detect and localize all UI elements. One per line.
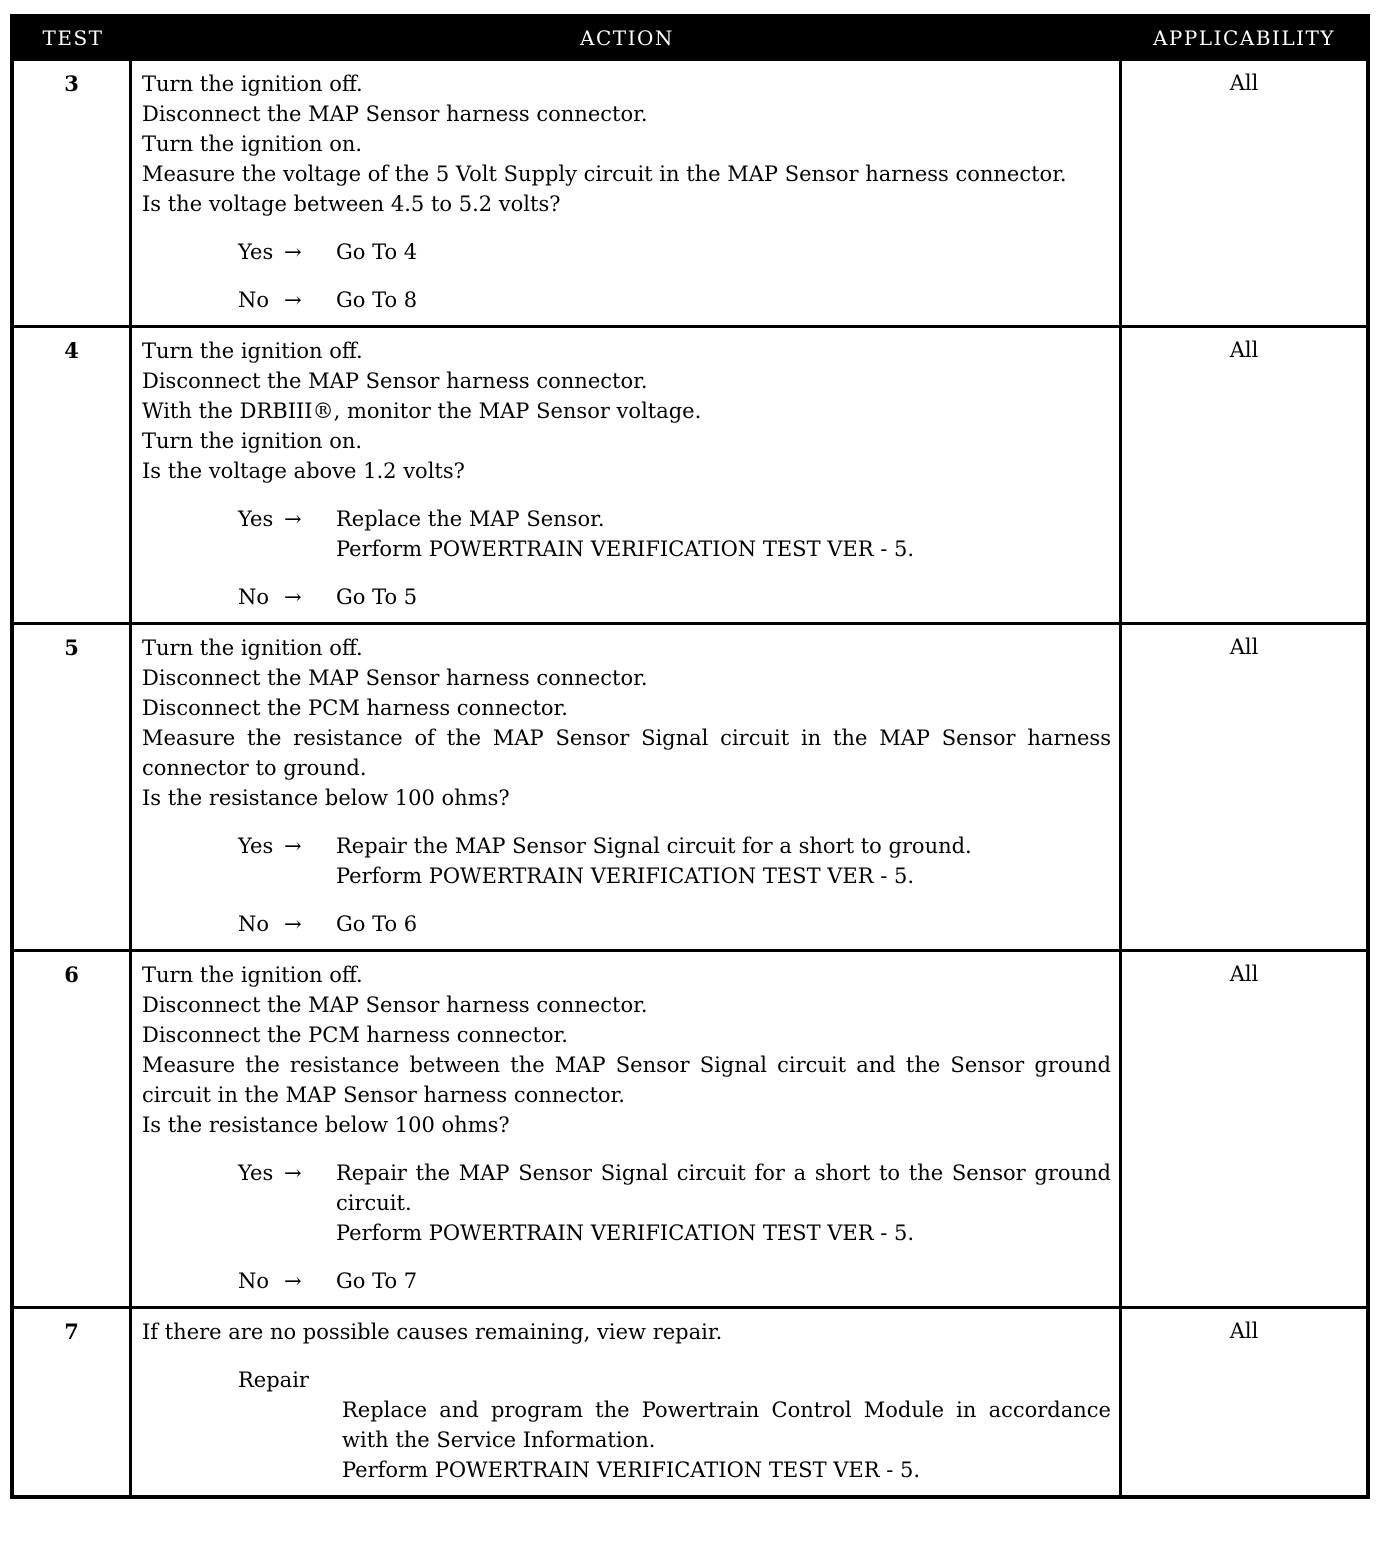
repair-body (342, 1395, 1111, 1485)
diagnostic-table (10, 14, 1370, 1499)
action-step: Disconnect the MAP Sensor harness connector. (142, 369, 648, 393)
action-step: Disconnect the MAP Sensor harness connector. (142, 102, 648, 126)
applicability-value: All (1229, 71, 1259, 95)
applicability-value: All (1229, 1319, 1259, 1343)
action-step: If there are no possible causes remaining, view repair. (142, 1320, 723, 1344)
action-step: Turn the ignition on. (142, 429, 363, 453)
repair-line: Perform POWERTRAIN VERIFICATION TEST VER - 5. (342, 1458, 921, 1482)
branch-answer: Yes (238, 834, 274, 858)
branch-result (336, 831, 1111, 891)
table-row (14, 622, 1366, 949)
branch-result (336, 504, 1111, 564)
result-line: Perform POWERTRAIN VERIFICATION TEST VER - 5. (336, 1221, 915, 1245)
branch-no (238, 582, 1111, 612)
arrow-icon: → (284, 1269, 302, 1293)
table-row (14, 1306, 1366, 1495)
arrow-icon: → (284, 912, 302, 936)
action-step: Disconnect the MAP Sensor harness connector. (142, 666, 648, 690)
branch-yes (238, 237, 1111, 267)
action-step: With the DRBIII®, monitor the MAP Sensor voltage. (142, 399, 702, 423)
result-line: Go To 5 (336, 585, 418, 609)
test-number: 3 (14, 61, 132, 325)
result-line: Go To 4 (336, 240, 418, 264)
arrow-icon: → (284, 1161, 302, 1185)
action-step: Is the resistance below 100 ohms? (142, 786, 510, 810)
action-step: Turn the ignition off. (142, 72, 363, 96)
action-cell (132, 61, 1122, 325)
test-number: 5 (14, 625, 132, 949)
table-header (14, 18, 1366, 58)
action-step: Is the voltage between 4.5 to 5.2 volts? (142, 192, 561, 216)
branch-answer: Yes (238, 240, 274, 264)
table-row (14, 58, 1366, 325)
action-cell (132, 952, 1122, 1306)
branch-answer: Yes (238, 1161, 274, 1185)
action-step: Is the voltage above 1.2 volts? (142, 459, 465, 483)
action-cell (132, 625, 1122, 949)
header-applicability: APPLICABILITY (1152, 26, 1336, 50)
branch-yes (238, 831, 1111, 891)
header-action: ACTION (580, 26, 674, 50)
branch-result (336, 237, 1111, 267)
test-number: 6 (14, 952, 132, 1306)
action-cell (132, 328, 1122, 622)
test-number: 7 (14, 1309, 132, 1495)
test-number: 4 (14, 328, 132, 622)
branch-no (238, 285, 1111, 315)
branch-result (336, 285, 1111, 315)
branch-no (238, 1266, 1111, 1296)
action-step: Disconnect the PCM harness connector. (142, 1023, 568, 1047)
branch-answer: No (238, 585, 270, 609)
result-line: Repair the MAP Sensor Signal circuit for a short to the Sensor ground circuit. (336, 1161, 1111, 1215)
branch-yes (238, 504, 1111, 564)
result-line: Go To 7 (336, 1269, 418, 1293)
result-line: Replace the MAP Sensor. (336, 507, 605, 531)
branch-result (336, 1266, 1111, 1296)
action-step: Turn the ignition on. (142, 132, 363, 156)
table-row (14, 325, 1366, 622)
branch-answer: No (238, 1269, 270, 1293)
branch-yes (238, 1158, 1111, 1248)
action-step: Disconnect the MAP Sensor harness connector. (142, 993, 648, 1017)
branch-result (336, 582, 1111, 612)
applicability-value: All (1229, 338, 1259, 362)
action-cell (132, 1309, 1122, 1495)
arrow-icon: → (284, 288, 302, 312)
applicability-value: All (1229, 635, 1259, 659)
action-step: Measure the resistance between the MAP Sensor Signal circuit and the Sensor ground circuit in the MAP Sensor harness connector. (142, 1053, 1111, 1107)
branch-result (336, 1158, 1111, 1248)
applicability-value: All (1229, 962, 1259, 986)
result-line: Go To 8 (336, 288, 418, 312)
arrow-icon: → (284, 834, 302, 858)
result-line: Go To 6 (336, 912, 418, 936)
action-step: Measure the voltage of the 5 Volt Supply circuit in the MAP Sensor harness connector. (142, 162, 1067, 186)
branch-answer: Yes (238, 507, 274, 531)
arrow-icon: → (284, 507, 302, 531)
branch-answer: No (238, 288, 270, 312)
action-step: Turn the ignition off. (142, 963, 363, 987)
branch-answer: No (238, 912, 270, 936)
result-line: Perform POWERTRAIN VERIFICATION TEST VER - 5. (336, 537, 915, 561)
table-row (14, 949, 1366, 1306)
arrow-icon: → (284, 240, 302, 264)
action-step: Is the resistance below 100 ohms? (142, 1113, 510, 1137)
arrow-icon: → (284, 585, 302, 609)
branch-result (336, 909, 1111, 939)
action-step: Disconnect the PCM harness connector. (142, 696, 568, 720)
action-step: Turn the ignition off. (142, 636, 363, 660)
repair-label: Repair (238, 1368, 309, 1392)
header-test: TEST (42, 26, 104, 50)
branch-no (238, 909, 1111, 939)
result-line: Repair the MAP Sensor Signal circuit for a short to ground. (336, 834, 972, 858)
result-line: Perform POWERTRAIN VERIFICATION TEST VER - 5. (336, 864, 915, 888)
action-step: Turn the ignition off. (142, 339, 363, 363)
repair-line: Replace and program the Powertrain Control Module in accordance with the Service Information. (342, 1398, 1111, 1452)
table-body (14, 58, 1366, 1306)
action-step: Measure the resistance of the MAP Sensor Signal circuit in the MAP Sensor harness connector to ground. (142, 726, 1111, 780)
